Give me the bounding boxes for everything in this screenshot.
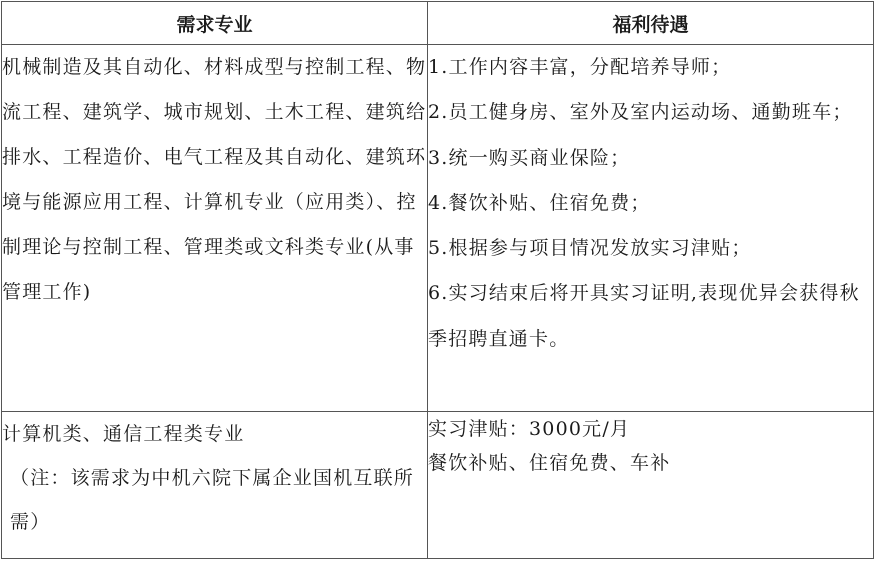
table-row bbox=[2, 412, 874, 559]
benefit-item: 2.员工健身房、室外及室内运动场、通勤班车； bbox=[428, 101, 853, 124]
majors-text: 计算机类、通信工程类专业 bbox=[2, 423, 245, 445]
header-majors: 需求专业 bbox=[2, 2, 428, 45]
header-benefits: 福利待遇 bbox=[428, 2, 874, 45]
benefit-item: 4.餐饮补贴、住宿免费； bbox=[428, 191, 651, 214]
majors-note: （注：该需求为中机六院下属企业国机互联所需） bbox=[10, 467, 415, 533]
benefit-item: 1.工作内容丰富，分配培养导师； bbox=[428, 56, 732, 78]
benefit-item: 实习津贴：3000元/月 bbox=[428, 418, 631, 440]
majors-cell bbox=[2, 45, 428, 412]
benefit-item: 6.实习结束后将开具实习证明,表现优异会获得秋季招聘直通卡。 bbox=[428, 282, 860, 350]
requirements-table bbox=[1, 1, 874, 559]
majors-text: 机械制造及其自动化、材料成型与控制工程、物流工程、建筑学、城市规划、土木工程、建筑给排水、工程造价、电气工程及其自动化、建筑环境与能源应用工程、计算机专业（应用类）、控制理论与控制工程、管理类或文科类专业(从事管理工作) bbox=[2, 56, 427, 303]
table-header-row bbox=[2, 2, 874, 45]
benefits-cell bbox=[428, 45, 874, 412]
benefit-item: 3.统一购买商业保险； bbox=[428, 146, 631, 169]
benefit-item: 餐饮补贴、住宿免费、车补 bbox=[428, 452, 671, 474]
table-row bbox=[2, 45, 874, 412]
majors-cell bbox=[2, 412, 428, 559]
benefits-cell bbox=[428, 412, 874, 559]
benefit-item: 5.根据参与项目情况发放实习津贴； bbox=[428, 237, 752, 260]
